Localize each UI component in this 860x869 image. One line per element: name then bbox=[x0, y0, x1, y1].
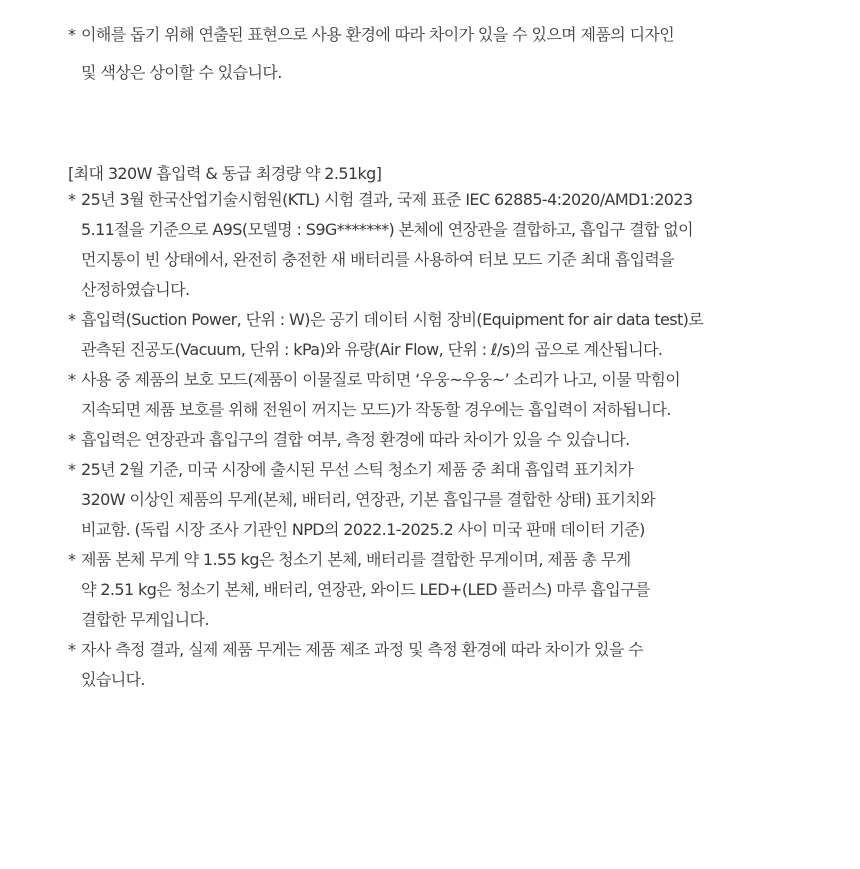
note-line: 흡입력(Suction Power, 단위 : W)은 공기 데이터 시험 장비(Equipment for air data test)로 bbox=[81, 310, 704, 329]
note-line: 산정하였습니다. bbox=[81, 280, 190, 299]
note-marker: * bbox=[68, 310, 76, 329]
note-marker: * bbox=[68, 370, 76, 389]
note-item bbox=[0, 365, 860, 425]
note-line: 관측된 진공도(Vacuum, 단위 : kPa)와 유량(Air Flow, 단위 : ℓ/s)의 곱으로 계산됩니다. bbox=[81, 340, 663, 359]
note-item bbox=[0, 16, 860, 92]
note-item bbox=[0, 635, 860, 695]
note-line: 자사 측정 결과, 실제 제품 무게는 제품 제조 과정 및 측정 환경에 따라 차이가 있을 수 bbox=[81, 640, 644, 659]
note-line: 결합한 무게입니다. bbox=[81, 610, 209, 629]
note-line: 비교함. (독립 시장 조사 기관인 NPD의 2022.1-2025.2 사이 미국 판매 데이터 기준) bbox=[81, 520, 645, 539]
note-marker: * bbox=[68, 640, 76, 659]
note-line: 약 2.51 kg은 청소기 본체, 배터리, 연장관, 와이드 LED+(LED 플러스) 마루 흡입구를 bbox=[81, 580, 650, 599]
note-line: 5.11절을 기준으로 A9S(모델명 : S9G*******) 본체에 연장관을 결합하고, 흡입구 결합 없이 bbox=[81, 220, 693, 239]
note-line: 이해를 돕기 위해 연출된 표현으로 사용 환경에 따라 차이가 있을 수 있으며 제품의 디자인 bbox=[81, 25, 675, 44]
design-disclaimer bbox=[0, 16, 860, 92]
note-marker: * bbox=[68, 430, 76, 449]
note-line: 및 색상은 상이할 수 있습니다. bbox=[81, 63, 282, 82]
note-marker: * bbox=[68, 550, 76, 569]
note-marker: * bbox=[68, 460, 76, 479]
note-line: 25년 2월 기준, 미국 시장에 출시된 무선 스틱 청소기 제품 중 최대 흡입력 표기치가 bbox=[81, 460, 634, 479]
note-line: 지속되면 제품 보호를 위해 전원이 꺼지는 모드)가 작동할 경우에는 흡입력이 저하됩니다. bbox=[81, 400, 671, 419]
note-line: 흡입력은 연장관과 흡입구의 결합 여부, 측정 환경에 따라 차이가 있을 수 있습니다. bbox=[81, 430, 630, 449]
note-marker: * bbox=[68, 25, 76, 44]
note-item bbox=[0, 455, 860, 545]
note-item bbox=[0, 305, 860, 365]
note-item bbox=[0, 545, 860, 635]
note-item bbox=[0, 185, 860, 305]
note-line: 사용 중 제품의 보호 모드(제품이 이물질로 막히면 ‘우웅~우웅~’ 소리가 나고, 이물 막힘이 bbox=[81, 370, 681, 389]
note-line: 320W 이상인 제품의 무게(본체, 배터리, 연장관, 기본 흡입구를 결합한 상태) 표기치와 bbox=[81, 490, 656, 509]
note-line: 제품 본체 무게 약 1.55 kg은 청소기 본체, 배터리를 결합한 무게이며, 제품 총 무게 bbox=[81, 550, 631, 569]
note-line: 있습니다. bbox=[81, 670, 145, 689]
footnote-list bbox=[0, 185, 860, 695]
note-line: 25년 3월 한국산업기술시험원(KTL) 시험 결과, 국제 표준 IEC 62885-4:2020/AMD1:2023 bbox=[81, 190, 693, 209]
section-heading: [최대 320W 흡입력 & 동급 최경량 약 2.51kg] bbox=[68, 164, 382, 183]
note-marker: * bbox=[68, 190, 76, 209]
note-line: 먼지통이 빈 상태에서, 완전히 충전한 새 배터리를 사용하여 터보 모드 기준 최대 흡입력을 bbox=[81, 250, 675, 269]
note-item bbox=[0, 425, 860, 455]
